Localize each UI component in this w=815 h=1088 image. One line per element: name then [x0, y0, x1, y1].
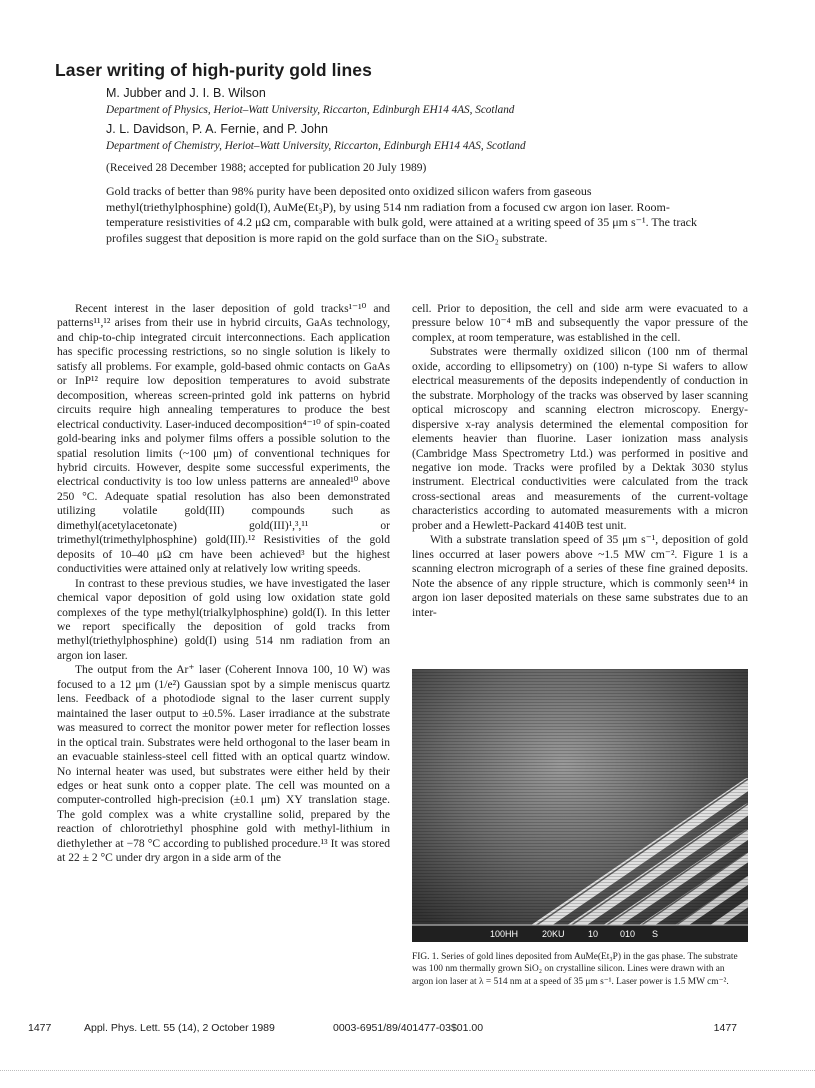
body-left-column — [57, 302, 390, 866]
figure-1-micrograph — [412, 669, 748, 942]
affiliation-2: Department of Chemistry, Heriot–Watt University, Riccarton, Edinburgh EH14 4AS, Scotland — [106, 140, 526, 152]
body-paragraph: Recent interest in the laser deposition of gold tracks¹⁻¹⁰ and patterns¹¹,¹² arises from their use in hybrid circuits, GaAs technology, and chip-to-chip integrated circuit interconnections. Each application has specific processing restrictions, so no single solution is likely to satisfy all problems. For example, gold-based ohmic contacts on GaAs or InP¹² require low deposition temperatures to avoid substrate decomposition, whereas screen-printed gold ink patterns on hybrid circuits require high annealing temperatures to produce the best electrical conductivity. Laser-induced decomposition⁴⁻¹⁰ of spin-coated gold-bearing inks and polymer films offers a possible solution to the spatial resolution limits (~100 μm) of conventional techniques for hybrid circuits. However, despite some successful experiments, the electrical conductivity is too low unless patterns are annealed¹⁰ above 250 °C. Adequate spatial resolution has also been demonstrated utilizing volatile gold(III) compounds such as dimethyl(acetylacetonate) gold(III)¹,³,¹¹ or trimethyl(trimethylphosphine) gold(III).¹² Resistivities of the gold deposits of 10–40 μΩ cm have been achieved³ but the highest conductivities were attained only at relatively low writing speeds. — [57, 303, 390, 576]
page-number-left: 1477 — [28, 1022, 52, 1034]
copyright-code: 0003-6951/89/401477-03$01.00 — [333, 1022, 484, 1034]
figure-caption: FIG. 1. Series of gold lines deposited from AuMe(Et₃P) in the gas phase. The substrate was 100 nm thermally grown SiO₂ on crystalline silicon. Lines were drawn with an argon ion laser at λ = 514 nm at a speed of 35 μm s⁻¹. Laser power is 1.5 MW cm⁻². — [412, 952, 738, 987]
body-paragraph: In contrast to these previous studies, we have investigated the laser chemical vapor deposition of gold using low oxidation state gold complexes of the type methyl(trialkylphosphine) gold(I). In this letter we report specifically the deposition of gold tracks from methyl(triethylphosphine) gold(I) using 514 nm radiation from an argon ion laser. — [57, 577, 390, 662]
body-paragraph: The output from the Ar⁺ laser (Coherent Innova 100, 10 W) was focused to a 12 μm (1/e²) Gaussian spot by a simple meniscus quartz lens. Feedback of a photodiode signal to the laser current supply maintained the laser output to ±0.5%. Laser irradiance at the substrate was measured to correct the monitor power meter for reflection losses in the optical train. Substrates were held orthogonal to the laser beam in an evacuable stainless-steel cell fitted with an optical quartz window. No internal heater was used, but substrates were either held by their edges or heat sunk onto a copper plate. The cell was mounted on a computer-controlled high-precision (±0.1 μm) XY translation stage. The gold complex was a white crystalline solid, prepared by the reaction of chlorotriethyl phosphine gold with methyl-lithium in diethylether at −78 °C according to published procedure.¹³ It was stored at 22 ± 2 °C under dry argon in a side arm of the — [57, 664, 390, 865]
body-paragraph: cell. Prior to deposition, the cell and side arm were evacuated to a pressure below 10⁻⁴ mB and subsequently the vapor pressure of the complex, at room temperature, was established in the cell. — [412, 303, 748, 344]
scale-label: 010 — [620, 929, 636, 939]
affiliation-1: Department of Physics, Heriot–Watt University, Riccarton, Edinburgh EH14 4AS, Scotland — [106, 104, 515, 116]
scale-label: 10 — [588, 929, 599, 939]
body-right-column — [412, 302, 748, 620]
body-paragraph: With a substrate translation speed of 35 μm s⁻¹, deposition of gold lines occurred at laser powers above ~1.5 MW cm⁻². Figure 1 is a scanning electron micrograph of a series of these fine grained deposits. Note the absence of any ripple structure, which is commonly seen¹⁴ in argon ion laser deposited materials on these same substrates due to an inter- — [412, 534, 748, 619]
scale-label: 20KU — [542, 929, 565, 939]
scale-label: S — [652, 929, 659, 939]
received-date: (Received 28 December 1988; accepted for publication 20 July 1989) — [106, 162, 427, 174]
body-paragraph: Substrates were thermally oxidized silicon (100 nm of thermal oxide, according to ellipsometry) on (100) n-type Si wafers to allow electrical measurements of the deposits independently of conduction in the substrate. Morphology of the tracks was observed by laser scanning optical microscopy and scanning electron microscopy. Energy-dispersive x-ray analysis determined the elemental composition for elements heavier than fluorine. Laser ionization mass analysis (Cambridge Mass Spectrometry Ltd.) was performed in positive and negative ion mode. Tracks were profiled by a Dektak 3030 stylus instrument. Electrical conductivities were calculated from the track cross-sectional areas and measurements of the current-voltage characteristics according to automated measurements with a micron prober and a Hewlett-Packard 4140B test unit. — [412, 346, 748, 532]
paper-title: Laser writing of high-purity gold lines — [55, 60, 372, 80]
scale-label: 100НН — [490, 929, 519, 939]
journal-citation: Appl. Phys. Lett. 55 (14), 2 October 1989 — [84, 1022, 275, 1034]
author-line-2: J. L. Davidson, P. A. Fernie, and P. John — [106, 122, 328, 136]
author-line-1: M. Jubber and J. I. B. Wilson — [106, 86, 266, 100]
page-bottom-rule — [0, 1070, 815, 1072]
abstract: Gold tracks of better than 98% purity have been deposited onto oxidized silicon wafers from gaseous methyl(triethylphosphine) gold(I), AuMe(Et₃P), by using 514 nm radiation from a focused cw argon ion laser. Room-temperature resistivities of 4.2 μΩ cm, comparable with bulk gold, were attained at a writing speed of 35 μm s⁻¹. The track profiles suggest that deposition is more rapid on the gold surface than on the SiO₂ substrate. — [106, 184, 697, 245]
page-number-right: 1477 — [713, 1022, 737, 1034]
